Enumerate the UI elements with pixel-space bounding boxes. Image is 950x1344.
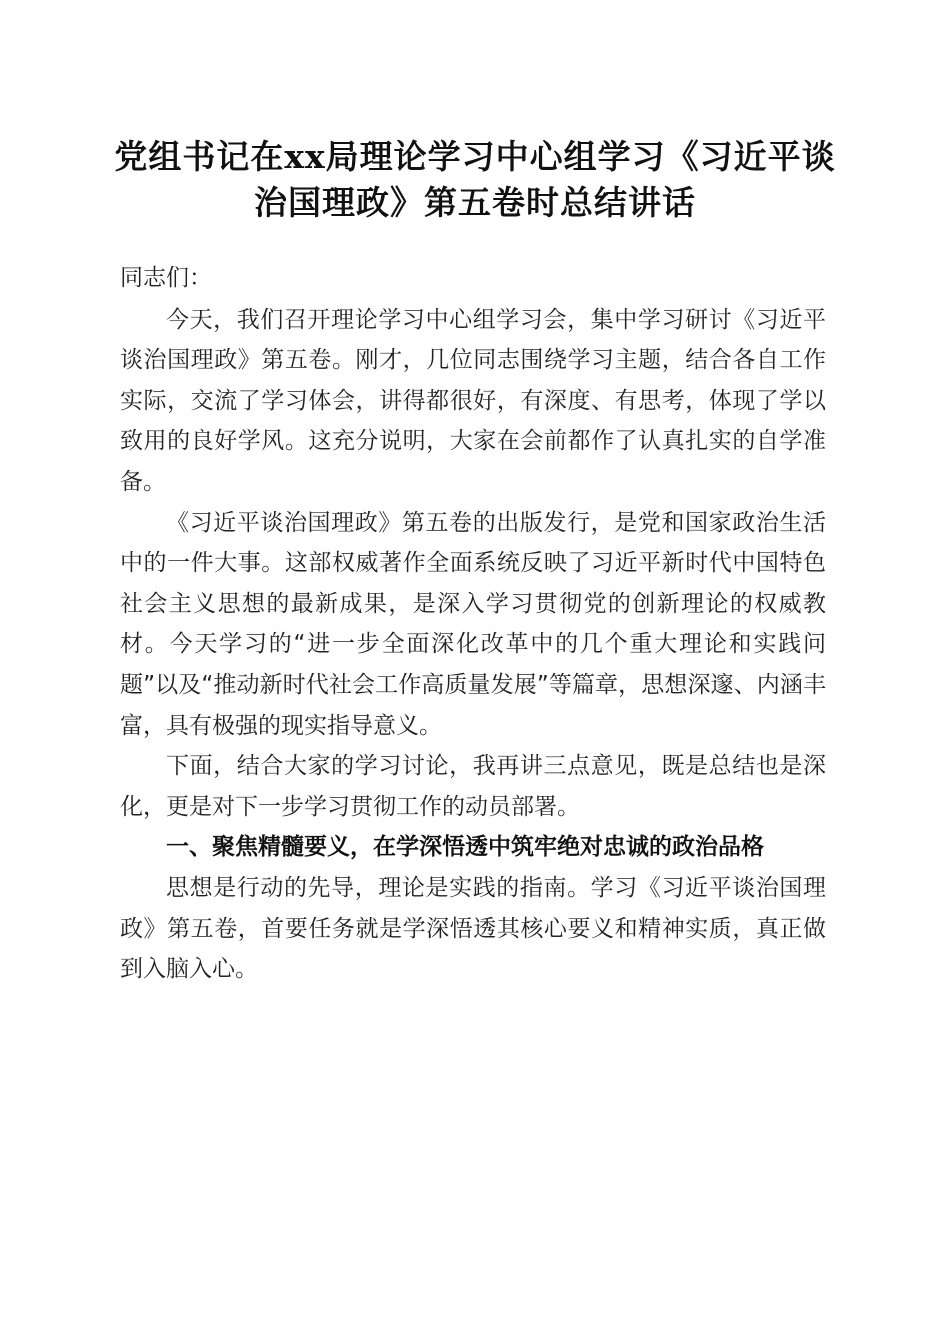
section-heading-one: 一、聚焦精髓要义，在学深悟透中筑牢绝对忠诚的政治品格: [166, 834, 764, 861]
document-title: 党组书记在xx局理论学习中心组学习《习近平谈治国理政》第五卷时总结讲话: [114, 137, 836, 222]
paragraph-book-significance: 《习近平谈治国理政》第五卷的出版发行，是党和国家政治生活中的一件大事。这部权威著作全面系统反映了习近平新时代中国特色社会主义思想的最新成果，是深入学习贯彻党的创新理论的权威教材。今天学习的“进一步全面深化改革中的几个重大理论和实践问题”以及“推动新时代社会工作高质量发展”等篇章，思想深邃、内涵丰富，具有极强的现实指导意义。: [120, 509, 826, 739]
paragraph-opening: 今天，我们召开理论学习中心组学习会，集中学习研讨《习近平谈治国理政》第五卷。刚才，几位同志围绕学习主题，结合各自工作实际，交流了学习体会，讲得都很好，有深度、有思考，体现了学以致用的良好学风。这充分说明，大家在会前都作了认真扎实的自学准备。: [120, 306, 826, 495]
greeting: 同志们：: [120, 265, 212, 291]
document-body: [120, 258, 826, 990]
section-one-paragraph: 思想是行动的先导，理论是实践的指南。学习《习近平谈治国理政》第五卷，首要任务就是学深悟透其核心要义和精神实质，真正做到入脑入心。: [120, 874, 826, 983]
paragraph-three-points: 下面，结合大家的学习讨论，我再讲三点意见，既是总结也是深化，更是对下一步学习贯彻工作的动员部署。: [120, 753, 826, 820]
